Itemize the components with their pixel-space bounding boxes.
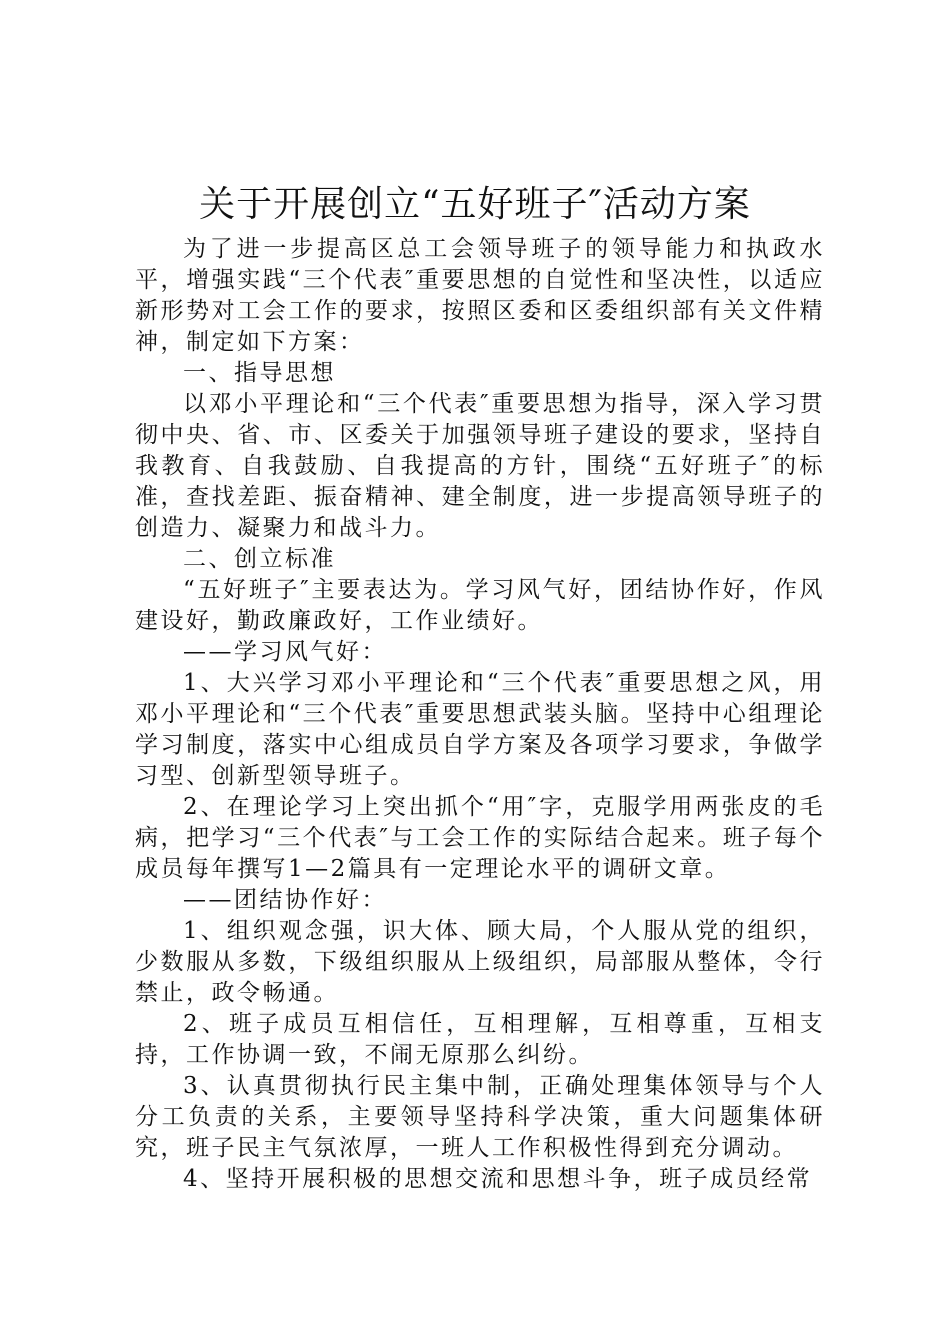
paragraph-standards: “五好班子″主要表达为。学习风气好，团结协作好，作风建设好，勤政廉政好，工作业绩好。: [135, 577, 825, 634]
section-heading-standards: 二、创立标准: [183, 546, 336, 572]
paragraph-study-item-1: 1、大兴学习邓小平理论和“三个代表″重要思想之风，用邓小平理论和“三个代表″重要思想武装头脑。坚持中心组理论学习制度，落实中心组成员自学方案及各项学习要求，争做学习型、创新型领导班子。: [135, 670, 825, 789]
paragraph-unity-item-3: 3、认真贯彻执行民主集中制，正确处理集体领导与个人分工负责的关系，主要领导坚持科学决策，重大问题集体研究，班子民主气氛浓厚，一班人工作积极性得到充分调动。: [135, 1073, 825, 1161]
subheading-unity-cooperation: ——团结协作好：: [183, 887, 387, 913]
document-body: [135, 234, 825, 1195]
document-title: 关于开展创立“五好班子″活动方案: [199, 184, 751, 225]
paragraph-intro: 为了进一步提高区总工会领导班子的领导能力和执政水平，增强实践“三个代表″重要思想的自觉性和坚决性，以适应新形势对工会工作的要求，按照区委和区委组织部有关文件精神，制定如下方案：: [135, 236, 825, 355]
paragraph-study-item-2: 2、在理论学习上突出抓个“用″字，克服学用两张皮的毛病，把学习“三个代表″与工会工作的实际结合起来。班子每个成员每年撰写1—2篇具有一定理论水平的调研文章。: [135, 794, 825, 882]
paragraph-unity-item-4: 4、坚持开展积极的思想交流和思想斗争，班子成员经常: [183, 1166, 813, 1192]
section-heading-guiding-ideology: 一、指导思想: [183, 360, 336, 386]
paragraph-guiding-ideology: 以邓小平理论和“三个代表″重要思想为指导，深入学习贯彻中央、省、市、区委关于加强领导班子建设的要求，坚持自我教育、自我鼓励、自我提高的方针，围绕“五好班子″的标准，查找差距、振奋精神、建全制度，进一步提高领导班子的创造力、凝聚力和战斗力。: [135, 391, 825, 541]
paragraph-unity-item-2: 2、班子成员互相信任，互相理解，互相尊重，互相支持，工作协调一致，不闹无原那么纠纷。: [135, 1011, 825, 1068]
subheading-study-atmosphere: ——学习风气好：: [183, 639, 387, 665]
paragraph-unity-item-1: 1、组织观念强，识大体、顾大局，个人服从党的组织，少数服从多数，下级组织服从上级组织，局部服从整体，令行禁止，政令畅通。: [135, 918, 825, 1006]
